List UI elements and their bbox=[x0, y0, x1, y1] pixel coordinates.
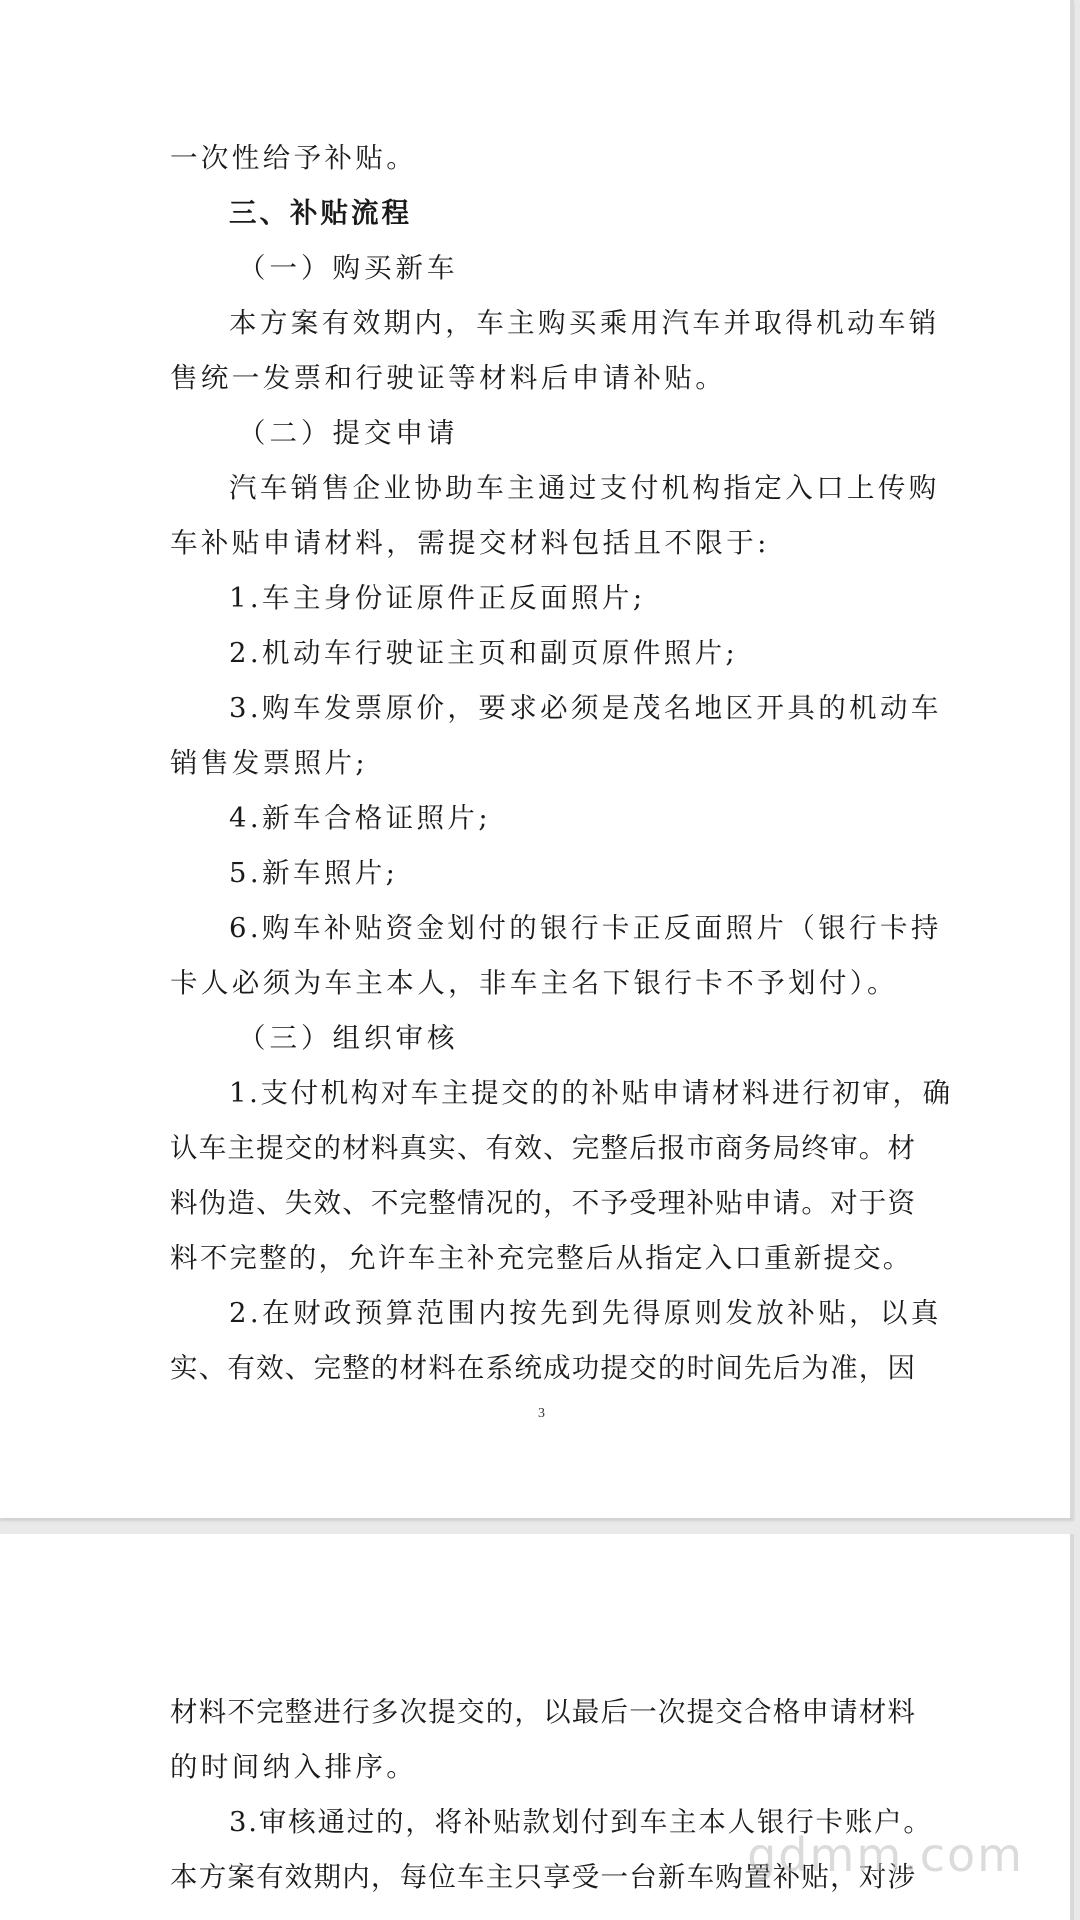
list-item: 1.车主身份证原件正反面照片; bbox=[229, 582, 646, 614]
text-line: 售统一发票和行驶证等材料后申请补贴。 bbox=[170, 362, 727, 394]
section-heading: 三、补贴流程 bbox=[229, 197, 412, 229]
document-page-2 bbox=[0, 1534, 1074, 1920]
list-item: 2.在财政预算范围内按先到先得原则发放补贴，以真 bbox=[229, 1297, 942, 1329]
list-item: 5.新车照片; bbox=[229, 857, 399, 889]
text-line: 本方案有效期内，每位车主只享受一台新车购置补贴，对涉 bbox=[170, 1861, 917, 1893]
text-line: 料伪造、失效、不完整情况的，不予受理补贴申请。对于资 bbox=[170, 1187, 917, 1219]
list-item: 3.审核通过的，将补贴款划付到车主本人银行卡账户。 bbox=[229, 1806, 933, 1838]
text-line: 实、有效、完整的材料在系统成功提交的时间先后为准，因 bbox=[170, 1352, 917, 1384]
subsection-heading: （三）组织审核 bbox=[238, 1022, 459, 1054]
text-line: 一次性给予补贴。 bbox=[170, 142, 418, 174]
subsection-heading: （二）提交申请 bbox=[238, 417, 459, 449]
text-line: 汽车销售企业协助车主通过支付机构指定入口上传购 bbox=[229, 472, 940, 504]
text-line: 料不完整的，允许车主补充完整后从指定入口重新提交。 bbox=[170, 1242, 913, 1274]
text-line: 本方案有效期内，车主购买乘用汽车并取得机动车销 bbox=[229, 307, 940, 339]
text-line: 认车主提交的材料真实、有效、完整后报市商务局终审。材 bbox=[170, 1132, 917, 1164]
text-line: 车补贴申请材料，需提交材料包括且不限于: bbox=[170, 527, 770, 559]
list-item: 3.购车发票原价，要求必须是茂名地区开具的机动车 bbox=[229, 692, 942, 724]
subsection-heading: （一）购买新车 bbox=[238, 252, 459, 284]
list-item: 1.支付机构对车主提交的的补贴申请材料进行初审，确 bbox=[229, 1077, 953, 1109]
page-number: 3 bbox=[538, 1406, 545, 1421]
list-item: 4.新车合格证照片; bbox=[229, 802, 492, 834]
watermark: gdmm.com bbox=[747, 1828, 1024, 1882]
text-line: 材料不完整进行多次提交的，以最后一次提交合格申请材料 bbox=[170, 1696, 917, 1728]
text-line: 卡人必须为车主本人，非车主名下银行卡不予划付）。 bbox=[170, 967, 898, 999]
text-line: 销售发票照片; bbox=[170, 747, 369, 779]
list-item: 6.购车补贴资金划付的银行卡正反面照片（银行卡持 bbox=[229, 912, 942, 944]
list-item: 2.机动车行驶证主页和副页原件照片; bbox=[229, 637, 739, 669]
text-line: 的时间纳入排序。 bbox=[170, 1751, 418, 1783]
